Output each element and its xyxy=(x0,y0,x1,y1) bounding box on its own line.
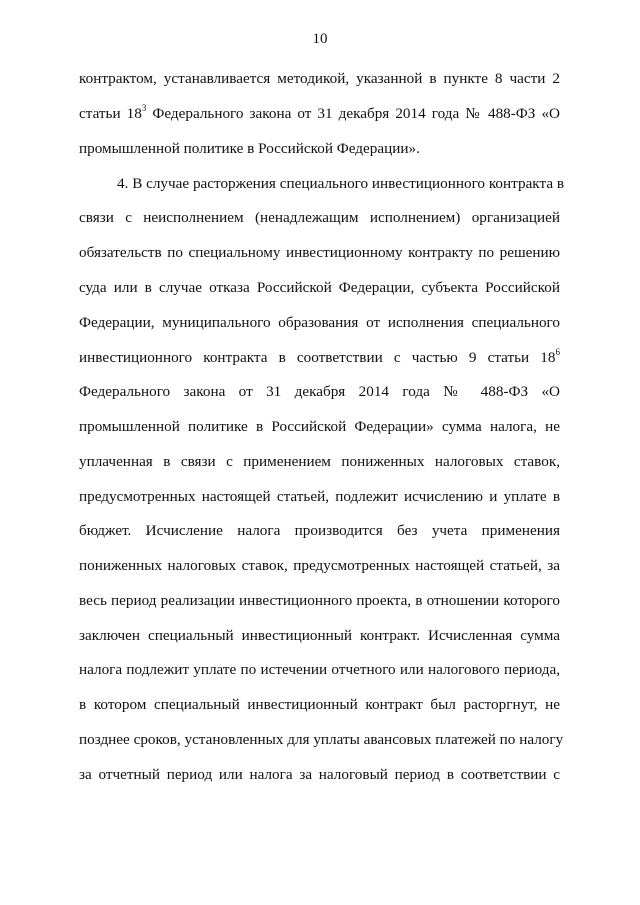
text-line-21: за отчетный период или налога за налоговый период в соответствии с xyxy=(79,766,560,783)
text-line-11: промышленной политике в Российской Федерации» сумма налога, не xyxy=(79,418,560,435)
text-line-10: Федерального закона от 31 декабря 2014 года № 488-ФЗ «О xyxy=(79,383,560,400)
text-line-14: бюджет. Исчисление налога производится без учета применения xyxy=(79,522,560,539)
text-line-20: позднее сроков, установленных для уплаты авансовых платежей по налогу xyxy=(79,731,564,748)
text-line-5: связи с неисполнением (ненадлежащим исполнением) организацией xyxy=(79,209,560,226)
text-line-9: инвестиционного контракта в соответствии с частью 9 статьи $18^6$ xyxy=(79,346,560,366)
text-line-17: заключен специальный инвестиционный контракт. Исчисленная сумма xyxy=(79,627,560,644)
text-line-2: статьи $18^3$ Федерального закона от 31 декабря 2014 года № 488-ФЗ «О xyxy=(79,102,561,122)
text-line-15: пониженных налоговых ставок, предусмотренных настоящей статьей, за xyxy=(79,557,560,574)
text-line-8: Федерации, муниципального образования от исполнения специального xyxy=(79,314,560,331)
page-number: 10 xyxy=(312,31,328,47)
superscript: 3 xyxy=(141,102,147,113)
superscript: 6 xyxy=(555,346,560,357)
text-line-1: контрактом, устанавливается методикой, указанной в пункте 8 части 2 xyxy=(79,70,560,87)
text-line-7: суда или в случае отказа Российской Федерации, субъекта Российской xyxy=(79,279,560,296)
text-line-18: налога подлежит уплате по истечении отчетного или налогового периода, xyxy=(79,661,560,678)
paragraph-4-first-line: 4. В случае расторжения специального инвестиционного контракта в xyxy=(117,175,565,192)
text-line-19: в котором специальный инвестиционный контракт был расторгнут, не xyxy=(79,696,560,713)
text-line-3: промышленной политике в Российской Федерации». xyxy=(79,140,420,157)
text-line-12: уплаченная в связи с применением пониженных налоговых ставок, xyxy=(79,453,560,470)
text-line-13: предусмотренных настоящей статьей, подлежит исчислению и уплате в xyxy=(79,488,560,505)
text-line-6: обязательств по специальному инвестиционному контракту по решению xyxy=(79,244,560,261)
text-line-16: весь период реализации инвестиционного проекта, в отношении которого xyxy=(79,592,560,609)
